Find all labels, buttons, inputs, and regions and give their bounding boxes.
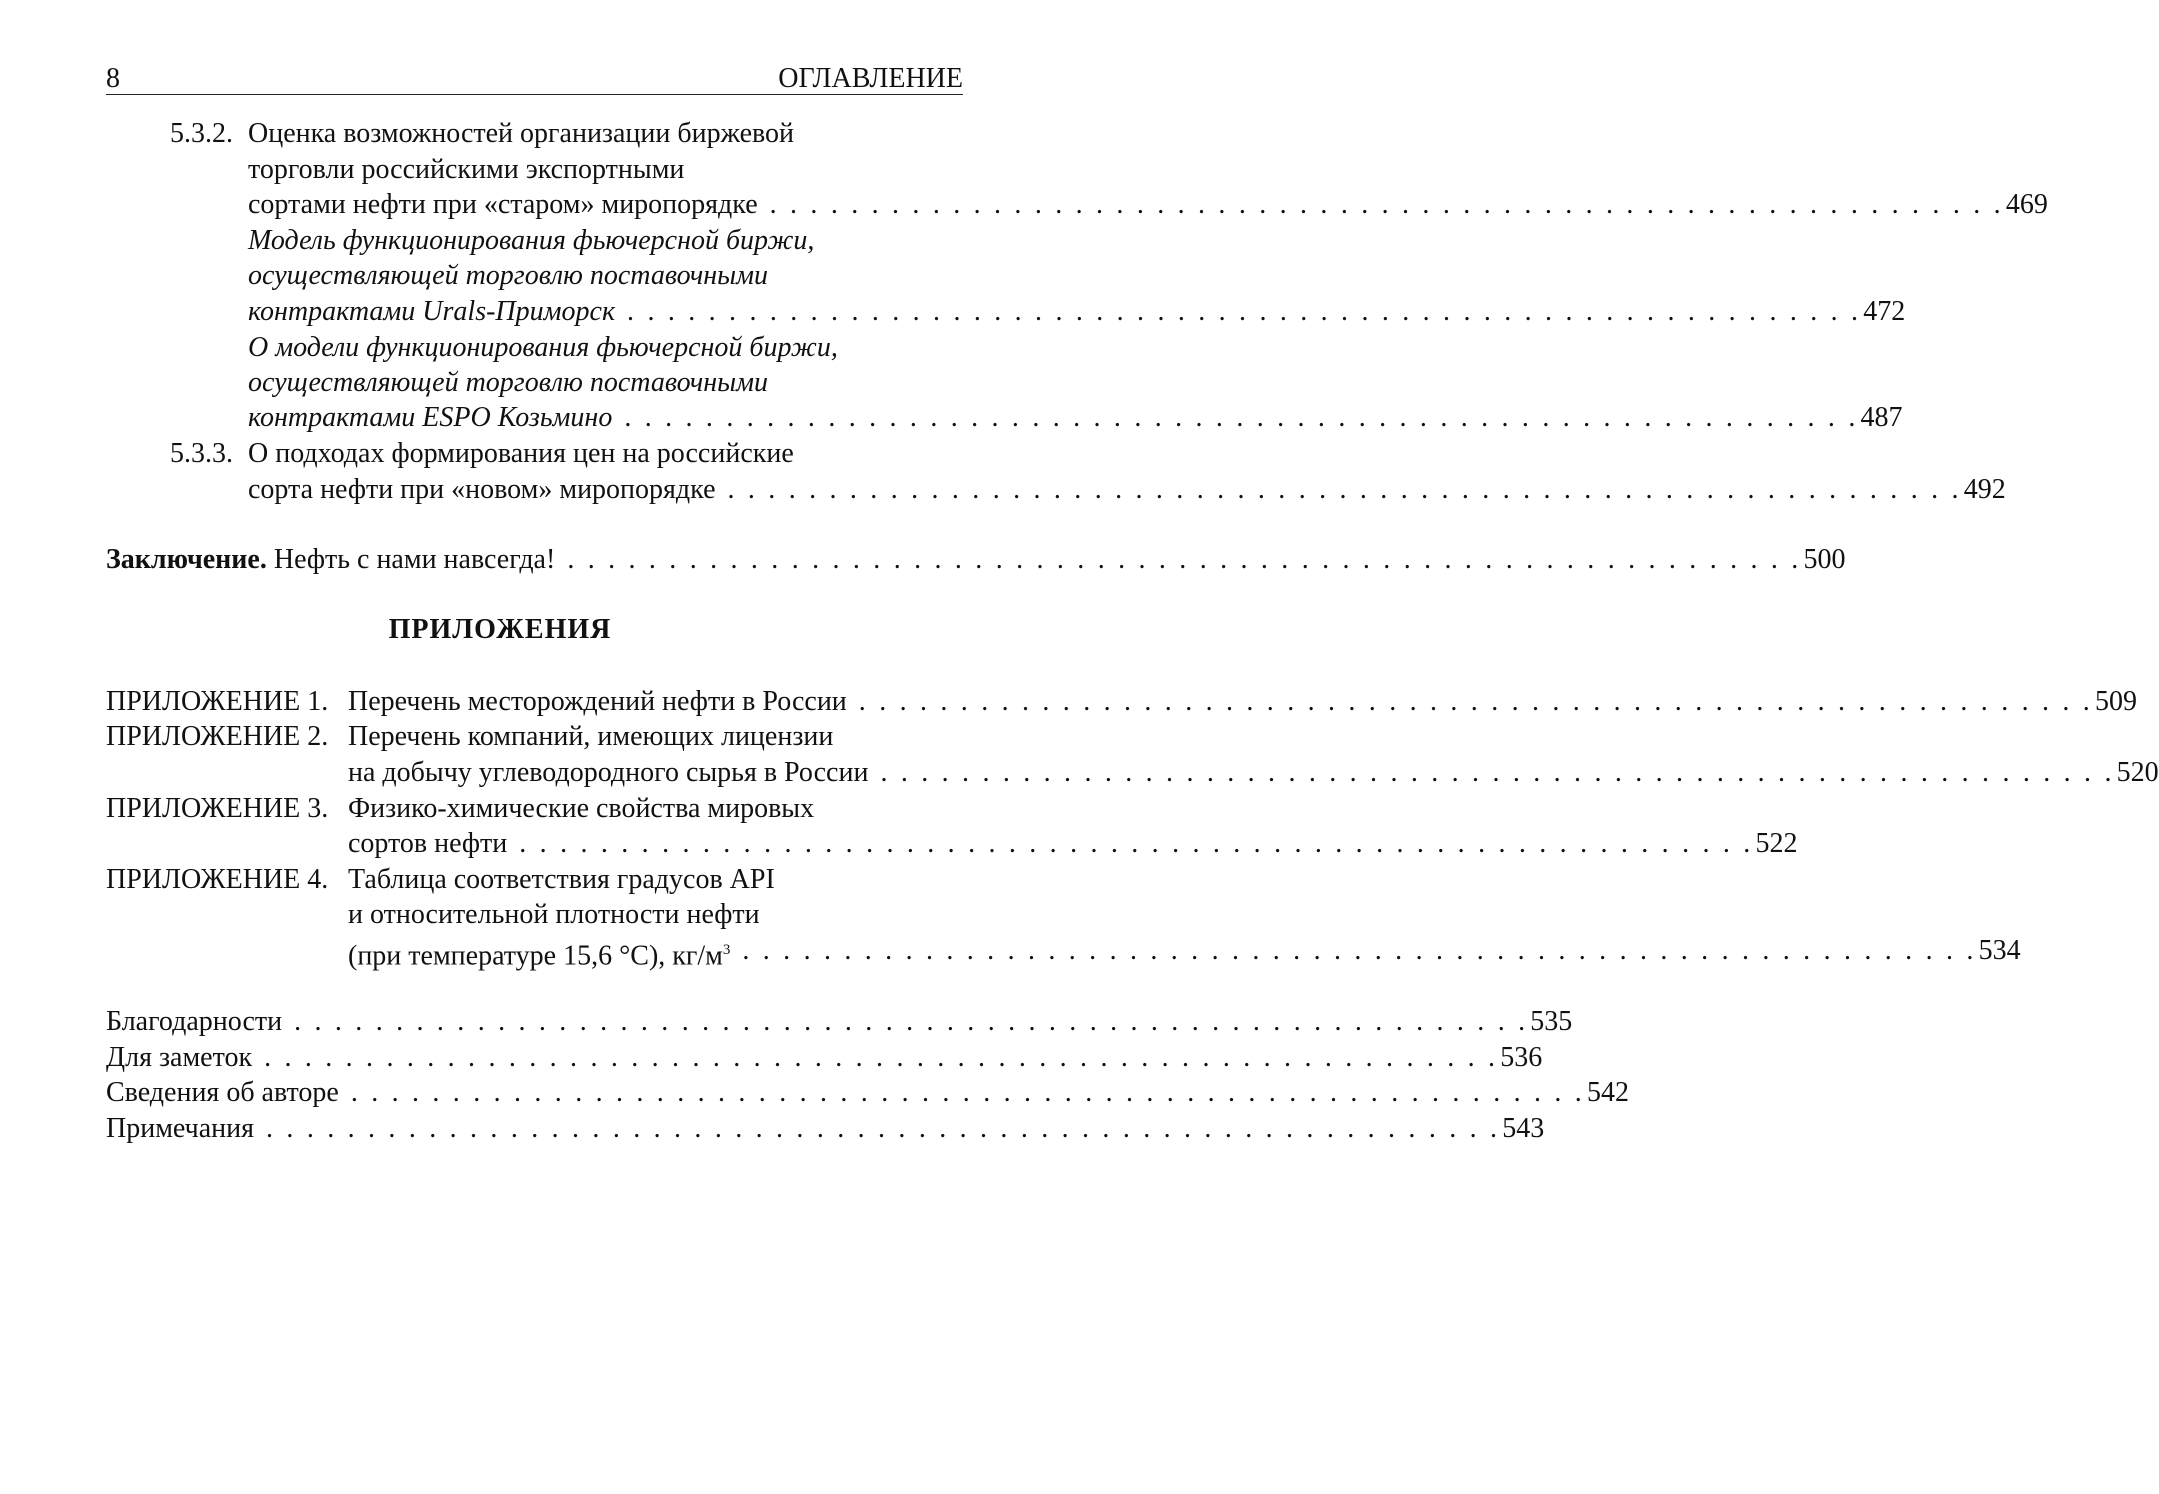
toc-page: 534 xyxy=(1978,935,2021,966)
dot-leader: . . . . . . . . . . . . . . . . . . . . . . . . . . . . . . . . . . . . . . . . . . . . . . . . . . . . . . . . . . . . . xyxy=(769,189,2004,220)
toc-page: 492 xyxy=(1963,474,2006,505)
toc-text: Оценка возможностей организации биржевой xyxy=(248,118,795,149)
toc-page: 520 xyxy=(2116,757,2159,788)
toc-entry-notes-pages[interactable] xyxy=(106,1040,1543,1075)
dot-leader: . . . . . . . . . . . . . . . . . . . . . . . . . . . . . . . . . . . . . . . . . . . . . . . . . . . . . . . . . . . . . xyxy=(519,828,1754,859)
toc-line xyxy=(348,862,963,897)
toc-page: 509 xyxy=(2095,686,2137,717)
running-header xyxy=(106,64,963,95)
appendix-label: ПРИЛОЖЕНИЕ 1. xyxy=(106,686,329,717)
toc-text: торговли российскими экспортными xyxy=(248,154,685,185)
toc-line xyxy=(248,436,963,471)
toc-entry-5-3-3[interactable] xyxy=(248,472,2006,507)
section-heading: ПРИЛОЖЕНИЯ xyxy=(388,614,612,645)
toc-line xyxy=(248,258,963,293)
dot-leader: . . . . . . . . . . . . . . . . . . . . . . . . . . . . . . . . . . . . . . . . . . . . . . . . . . . . . . . . . . . . . xyxy=(266,1113,1501,1144)
appendix-label: ПРИЛОЖЕНИЕ 2. xyxy=(106,721,329,752)
toc-text: сортов нефти xyxy=(348,828,508,859)
section-number: 5.3.3. xyxy=(170,438,233,469)
dot-leader: . . . . . . . . . . . . . . . . . . . . . . . . . . . . . . . . . . . . . . . . . . . . . . . . . . . . . . . . . . . . . xyxy=(350,1077,1586,1108)
superscript: 3 xyxy=(722,942,731,958)
toc-entry-appendix-4[interactable] xyxy=(348,933,2021,972)
dot-leader: . . . . . . . . . . . . . . . . . . . . . . . . . . . . . . . . . . . . . . . . . . . . . . . . . . . . . . . . . . . . . xyxy=(858,686,2093,717)
toc-entry-appendix-2[interactable] xyxy=(348,755,2159,790)
toc-text: Для заметок xyxy=(106,1042,253,1073)
toc-bold-label: Заключение. xyxy=(106,544,267,575)
toc-page: 487 xyxy=(1860,402,1903,433)
appendix-label: ПРИЛОЖЕНИЕ 4. xyxy=(106,864,329,895)
toc-entry-conclusion[interactable] xyxy=(106,542,1846,577)
toc-entry-espo[interactable] xyxy=(248,400,1903,435)
toc-text: Благодарности xyxy=(106,1006,283,1037)
dot-leader: . . . . . . . . . . . . . . . . . . . . . . . . . . . . . . . . . . . . . . . . . . . . . . . . . . . . . . . . . . . . . xyxy=(727,474,1962,505)
toc-text: Физико-химические свойства мировых xyxy=(348,793,815,824)
dot-leader: . . . . . . . . . . . . . . . . . . . . . . . . . . . . . . . . . . . . . . . . . . . . . . . . . . . . . . . . . . . . . xyxy=(294,1006,1529,1037)
toc-page: 469 xyxy=(2005,189,2048,220)
toc-entry-endnotes[interactable] xyxy=(106,1111,1545,1146)
toc-text: (при температуре 15,6 °С), кг/м xyxy=(348,940,723,972)
toc-entry-acknowledgements[interactable] xyxy=(106,1004,1573,1039)
toc-line xyxy=(248,223,963,258)
toc-page: 542 xyxy=(1587,1077,1630,1108)
dot-leader: . . . . . . . . . . . . . . . . . . . . . . . . . . . . . . . . . . . . . . . . . . . . . . . . . . . . . . . . . . . . . xyxy=(742,935,1977,966)
toc-text: Перечень месторождений нефти в России xyxy=(348,686,847,717)
toc-text: О подходах формирования цен на российские xyxy=(248,438,794,469)
toc-line xyxy=(248,365,963,400)
toc-text: О модели функционирования фьючерсной биржи, xyxy=(248,332,838,363)
toc-text: контрактами Urals-Приморск xyxy=(248,296,616,327)
toc-page: 500 xyxy=(1803,544,1846,575)
toc-page: 522 xyxy=(1755,828,1798,859)
toc-line xyxy=(248,116,963,151)
dot-leader: . . . . . . . . . . . . . . . . . . . . . . . . . . . . . . . . . . . . . . . . . . . . . . . . . . . . . . . . . . . . . xyxy=(627,296,1862,327)
section-number: 5.3.2. xyxy=(170,118,233,149)
toc-entry-appendix-1[interactable] xyxy=(348,684,2137,719)
toc-page: 472 xyxy=(1863,296,1906,327)
toc-line xyxy=(348,897,963,932)
toc-text: сорта нефти при «новом» миропорядке xyxy=(248,474,716,505)
toc-line xyxy=(248,330,963,365)
toc-text: на добычу углеводородного сырья в России xyxy=(348,757,869,788)
toc-text: осуществляющей торговлю поставочными xyxy=(248,260,768,291)
toc-page: 536 xyxy=(1500,1042,1543,1073)
toc-entry-5-3-2[interactable] xyxy=(248,187,2048,222)
toc-text: осуществляющей торговлю поставочными xyxy=(248,367,768,398)
toc-text: Примечания xyxy=(106,1113,255,1144)
toc-text: Модель функционирования фьючерсной биржи, xyxy=(248,225,815,256)
dot-leader: . . . . . . . . . . . . . . . . . . . . . . . . . . . . . . . . . . . . . . . . . . . . . . . . . . . . . . . . . . . . . xyxy=(567,544,1802,575)
appendix-label: ПРИЛОЖЕНИЕ 3. xyxy=(106,793,329,824)
toc-line xyxy=(348,791,963,826)
dot-leader: . . . . . . . . . . . . . . . . . . . . . . . . . . . . . . . . . . . . . . . . . . . . . . . . . . . . . . . . . . . . . xyxy=(624,402,1859,433)
toc-text: Сведения об авторе xyxy=(106,1077,339,1108)
running-title: ОГЛАВЛЕНИЕ xyxy=(778,63,963,94)
toc-text: Таблица соответствия градусов API xyxy=(348,864,775,895)
toc-text: и относительной плотности нефти xyxy=(348,899,760,930)
toc-text: Нефть с нами навсегда! xyxy=(273,544,556,575)
toc-entry-urals[interactable] xyxy=(248,294,1906,329)
toc-line xyxy=(348,719,963,754)
toc-entry-about-author[interactable] xyxy=(106,1075,1630,1110)
dot-leader: . . . . . . . . . . . . . . . . . . . . . . . . . . . . . . . . . . . . . . . . . . . . . . . . . . . . . . . . . . . . . xyxy=(264,1042,1499,1073)
toc-page: 543 xyxy=(1502,1113,1545,1144)
toc-page: 535 xyxy=(1530,1006,1573,1037)
page-number: 8 xyxy=(106,63,120,94)
toc-text: Перечень компаний, имеющих лицензии xyxy=(348,721,834,752)
toc-line xyxy=(248,152,963,187)
toc-entry-appendix-3[interactable] xyxy=(348,826,1798,861)
dot-leader: . . . . . . . . . . . . . . . . . . . . . . . . . . . . . . . . . . . . . . . . . . . . . . . . . . . . . . . . . . . . . xyxy=(880,757,2115,788)
toc-text: контрактами ESPO Козьмино xyxy=(248,402,613,433)
toc-text: сортами нефти при «старом» миропорядке xyxy=(248,189,758,220)
